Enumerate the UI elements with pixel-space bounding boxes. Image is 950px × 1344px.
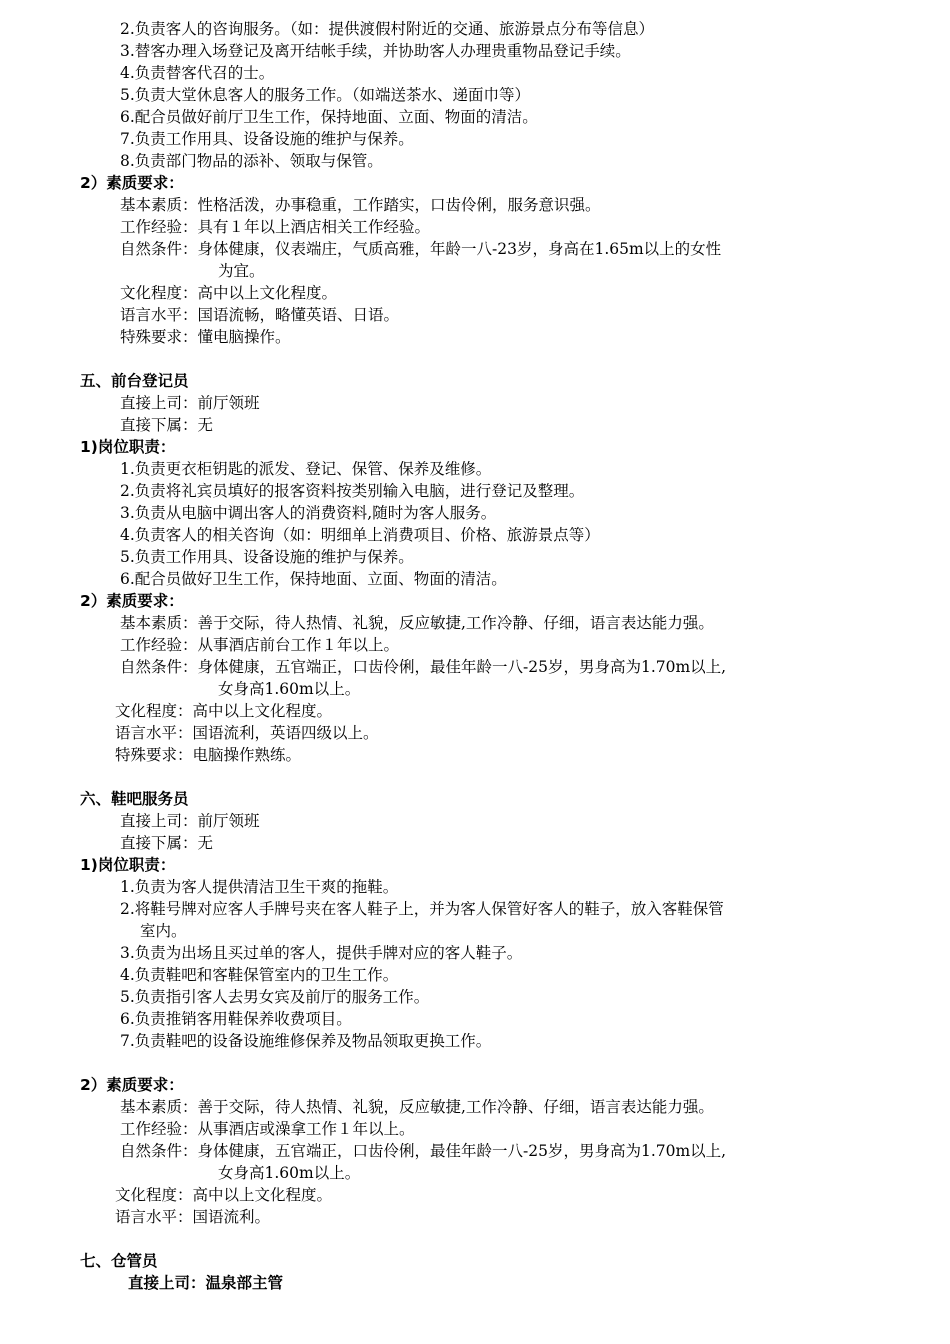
duty-line: 7.负责鞋吧的设备设施维修保养及物品领取更换工作。 [120, 1032, 492, 1050]
requirements-heading: 2）素质要求： [80, 1076, 184, 1094]
duty-line: 8.负责部门物品的添补、领取与保管。 [120, 152, 383, 170]
req-education: 文化程度：高中以上文化程度。 [115, 1186, 333, 1204]
duty-line: 3.负责从电脑中调出客人的消费资料,随时为客人服务。 [120, 504, 497, 522]
spacer [0, 1052, 950, 1074]
duty-line: 2.负责将礼宾员填好的报客资料按类别输入电脑，进行登记及整理。 [120, 482, 585, 500]
section-title: 七、仓管员 [80, 1252, 158, 1270]
req-special: 特殊要求：懂电脑操作。 [120, 328, 291, 346]
section-title: 五、前台登记员 [80, 372, 189, 390]
direct-subordinate: 直接下属：无 [120, 834, 214, 852]
direct-superior: 直接上司：前厅领班 [120, 394, 260, 412]
duty-line: 4.负责鞋吧和客鞋保管室内的卫生工作。 [120, 966, 399, 984]
duty-line: 6.负责推销客用鞋保养收费项目。 [120, 1010, 352, 1028]
duty-line-cont: 室内。 [140, 922, 187, 940]
duties-heading: 1)岗位职责： [80, 856, 176, 874]
req-special: 特殊要求：电脑操作熟练。 [115, 746, 302, 764]
spacer [0, 1228, 950, 1250]
req-experience: 工作经验：从事酒店前台工作１年以上。 [120, 636, 400, 654]
document-page [0, 18, 950, 1294]
duty-line: 3.替客办理入场登记及离开结帐手续，并协助客人办理贵重物品登记手续。 [120, 42, 631, 60]
req-basic: 基本素质：善于交际，待人热情、礼貌，反应敏捷,工作冷静、仔细，语言表达能力强。 [120, 1098, 714, 1116]
req-natural: 自然条件：身体健康，仪表端庄，气质高雅，年龄一八-23岁，身高在1.65m以上的女性 [120, 240, 722, 258]
req-experience: 工作经验：具有１年以上酒店相关工作经验。 [120, 218, 431, 236]
req-natural-cont: 女身高1.60m以上。 [218, 680, 361, 698]
duty-line: 4.负责客人的相关咨询（如：明细单上消费项目、价格、旅游景点等） [120, 526, 600, 544]
duty-line: 2.负责客人的咨询服务。（如：提供渡假村附近的交通、旅游景点分布等信息） [120, 20, 655, 38]
req-natural-cont: 为宜。 [218, 262, 265, 280]
requirements-heading: 2）素质要求： [80, 592, 184, 610]
duty-line: 1.负责为客人提供清洁卫生干爽的拖鞋。 [120, 878, 399, 896]
requirements-heading: 2）素质要求： [80, 174, 184, 192]
req-language: 语言水平：国语流利，英语四级以上。 [115, 724, 379, 742]
req-experience: 工作经验：从事酒店或澡拿工作１年以上。 [120, 1120, 415, 1138]
direct-superior: 直接上司：前厅领班 [120, 812, 260, 830]
duty-line: 5.负责大堂休息客人的服务工作。（如端送茶水、递面巾等） [120, 86, 531, 104]
req-language: 语言水平：国语流利。 [115, 1208, 271, 1226]
duty-line: 6.配合员做好前厅卫生工作，保持地面、立面、物面的清洁。 [120, 108, 538, 126]
duty-line: 3.负责为出场且买过单的客人，提供手牌对应的客人鞋子。 [120, 944, 523, 962]
duty-line: 7.负责工作用具、设备设施的维护与保养。 [120, 130, 414, 148]
spacer [0, 766, 950, 788]
duties-heading: 1)岗位职责： [80, 438, 176, 456]
duty-line: 2.将鞋号牌对应客人手牌号夹在客人鞋子上，并为客人保管好客人的鞋子，放入客鞋保管 [120, 900, 724, 918]
direct-subordinate: 直接下属：无 [120, 416, 214, 434]
direct-superior: 直接上司：温泉部主管 [128, 1274, 284, 1292]
req-natural-cont: 女身高1.60m以上。 [218, 1164, 361, 1182]
section-title: 六、鞋吧服务员 [80, 790, 189, 808]
req-natural: 自然条件：身体健康，五官端正，口齿伶俐，最佳年龄一八-25岁，男身高为1.70m以上, [120, 1142, 727, 1160]
req-education: 文化程度：高中以上文化程度。 [115, 702, 333, 720]
duty-line: 1.负责更衣柜钥匙的派发、登记、保管、保养及维修。 [120, 460, 492, 478]
req-basic: 基本素质：善于交际，待人热情、礼貌，反应敏捷,工作冷静、仔细，语言表达能力强。 [120, 614, 714, 632]
req-natural: 自然条件：身体健康，五官端正，口齿伶俐，最佳年龄一八-25岁，男身高为1.70m以上, [120, 658, 727, 676]
duty-line: 5.负责工作用具、设备设施的维护与保养。 [120, 548, 414, 566]
duty-line: 4.负责替客代召的士。 [120, 64, 275, 82]
duty-line: 5.负责指引客人去男女宾及前厅的服务工作。 [120, 988, 430, 1006]
req-basic: 基本素质：性格活泼，办事稳重，工作踏实，口齿伶俐，服务意识强。 [120, 196, 601, 214]
req-language: 语言水平：国语流畅，略懂英语、日语。 [120, 306, 400, 324]
spacer [0, 348, 950, 370]
req-education: 文化程度：高中以上文化程度。 [120, 284, 338, 302]
duty-line: 6.配合员做好卫生工作，保持地面、立面、物面的清洁。 [120, 570, 507, 588]
